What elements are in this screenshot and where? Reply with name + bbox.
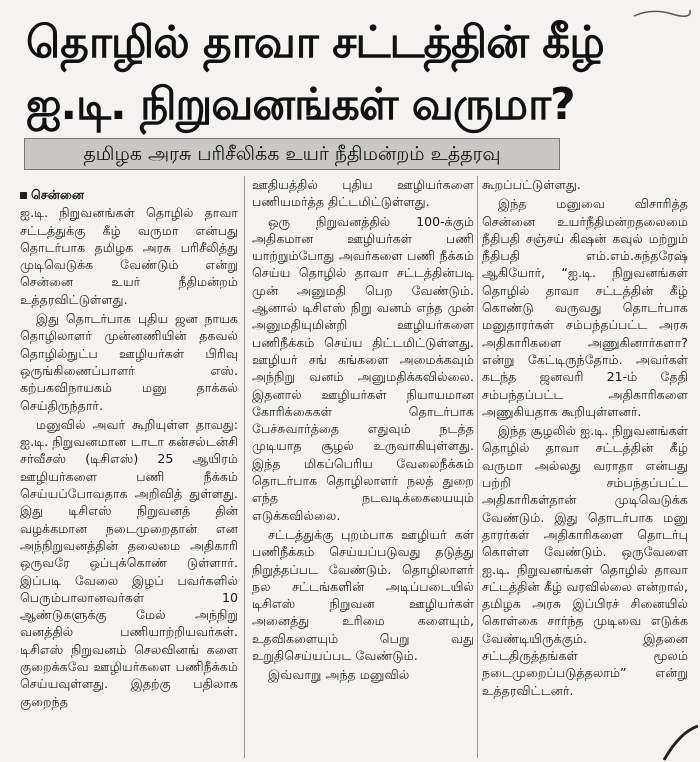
paragraph: ஐ.டி. நிறுவனங்கள் தொழில் தாவா சட்டத்துக்கு கீழ் வருமா என்பது தொடர்பாக தமிழக அரசு பரிசீலித்து முடிவெடுக்க வேண்டும் என்று சென்னை உயர் நீதிமன்றம் உத்தரவிட்டுள்ளது. xyxy=(20,205,238,307)
paragraph: கூறப்பட்டுள்ளது. xyxy=(482,177,581,192)
paragraph: மனுவில் அவர் கூறியுள்ள தாவது: ஐ.டி. நிறுவனமான டாடா கன்சல்டன்சி சர்வீசஸ் (டிசிஎஸ்) 25 ஆயிரம் ஊழியர்களை பணி நீக்கம் செய்யப்போவதாக அறிவித் துள்ளது. இது டிசிஎஸ் நிறுவனத் தின் வழக்கமான நடைமுறைதான் என அந்நிறுவனத்தின் தலைமை அதிகாரி ஒருவரே ஒப்புக்கொண் டுள்ளார். இப்படி வேலை இழப் பவர்களில் பெரும்பாலானவர்கள் 10 ஆண்டுகளுக்கு மேல் அந்நிறு வனத்தில் பணியாற்றியவர்கள். டிசிஎஸ் நிறுவனம் செலவினங் களை குறைக்கவே ஊழியர்களை பணிநீக்கம் செய்யவுள்ளது. இதற்கு பதிலாக குறைந்த xyxy=(20,416,238,709)
decorative-curve-icon xyxy=(660,722,700,762)
paragraph: இவ்வாறு அந்த மனுவில் xyxy=(268,667,410,683)
square-bullet-icon xyxy=(20,192,27,199)
paragraph: இது தொடர்பாக புதிய ஜன நாயக தொழிலாளர் முன்னணியின் தகவல் தொழில்நுட்ப ஊழியர்கள் பிரிவு ஒருங்கிணைப்பாளர் எஸ். கற்பகவிநாயகம் மனு தாக்கல் செய்திருந்தார். xyxy=(20,311,238,413)
paragraph: இந்த சூழலில் ஐ.டி. நிறுவனங்கள் தொழில் தாவா சட்டத்தின் கீழ் வருமா அல்லது வராதா என்பது பற்றி சம்பந்தப்பட்ட அதிகாரிகள்தான் முடிவெடுக்க வேண்டும். இது தொடர்பாக மனு தாரர்கள் அதிகாரிகளை தொடர்பு கொள்ள வேண்டும். ஒருவேளை ஐ.டி. நிறுவனங்கள் தொழில் தாவா சட்டத்தின் கீழ் வரவில்லை என்றால், தமிழக அரசு இப்பிரச் சினையில் கொள்கை சார்ந்த முடிவை எடுக்க வேண்டியிருக்கும். இதனை சட்டதிருத்தங்கள் மூலம் நடைமுறைப்படுத்தலாம்” என்று உத்தரவிட்டனர். xyxy=(482,423,688,698)
paragraph: ஊதியத்தில் புதிய ஊழியர்களை பணியமர்த்த திட்டமிட்டுள்ளது. xyxy=(252,177,474,210)
subheadline-banner: தமிழக அரசு பரிசீலிக்க உயர் நீதிமன்றம் உத்தரவு xyxy=(24,138,560,170)
headline-line-2: ஐ.டி. நிறுவனங்கள் வருமா? xyxy=(26,79,575,130)
article-column-3 xyxy=(482,176,688,758)
dateline xyxy=(20,186,238,203)
headline-line-1: தொழில் தாவா சட்டத்தின் கீழ் xyxy=(26,17,604,68)
column-divider xyxy=(244,176,245,758)
column-divider xyxy=(477,176,478,758)
article-column-2 xyxy=(252,176,474,758)
dateline-text: சென்னை xyxy=(31,187,85,202)
paragraph: சட்டத்துக்கு புறம்பாக ஊழியர் கள் பணிநீக்கம் செய்யப்படுவது தடுத்து நிறுத்தப்பட வேண்டும். தொழிலாளர் நல சட்டங்களின் அடிப்படையில் டிசிஎஸ் நிறுவன ஊழியர்கள் அனைத்து உரிமை களையும், உதவிகளையும் பெறு வது உறுதிசெய்யப்பட வேண்டும். xyxy=(252,526,474,664)
paragraph: இந்த மனுவை விசாரித்த சென்னை உயர்நீதிமன்றதலைமை நீதிபதி சஞ்சய் கிஷன் கவுல் மற்றும் நீதிபதி எம்.எம்.சுந்தரேஷ் ஆகியோர், “ஐ.டி. நிறுவனங்கள் தொழில் தாவா சட்டத்தின் கீழ் கொண்டு வருவது தொடர்பாக மனுதாரர்கள் சம்பந்தப்பட்ட அரசு அதிகாரிகளை அணுகினார்களா? என்று கேட்டிருந்தோம். அவர்கள் கடந்த ஜனவரி 21-ம் தேதி சம்பந்தப்பட்ட அதிகாரிகளை அணுகியதாக கூறியுள்ளனர். xyxy=(482,196,688,419)
paragraph: ஒரு நிறுவனத்தில் 100-க்கும் அதிகமான ஊழியர்கள் பணி யாற்றும்போது அவர்களை பணி நீக்கம் செய்ய தொழில் தாவா சட்டத்தின்படி முன் அனுமதி பெற வேண்டும். ஆனால் டிசிஎஸ் நிறு வனம் எந்த முன் அனுமதியுமின்றி ஊழியர்களை பணிநீக்கம் செய்ய திட்டமிட்டுள்ளது. ஊழியர் சங் கங்களை அமைக்கவும் அந்நிறு வனம் அனுமதிக்கவில்லை. இதனால் ஊழியர்கள் நியாயமான கோரிக்கைகள் தொடர்பாக பேச்சுவார்த்தை எதுவும் நடத்த முடியாத சூழல் உருவாகியுள்ளது. இந்த மிகப்பெரிய வேலைநீக்கம் தொடர்பாக தொழிலாளர் நலத் துறை எந்த நடவடிக்கையையும் எடுக்கவில்லை. xyxy=(252,213,474,523)
article-column-1 xyxy=(20,186,238,758)
